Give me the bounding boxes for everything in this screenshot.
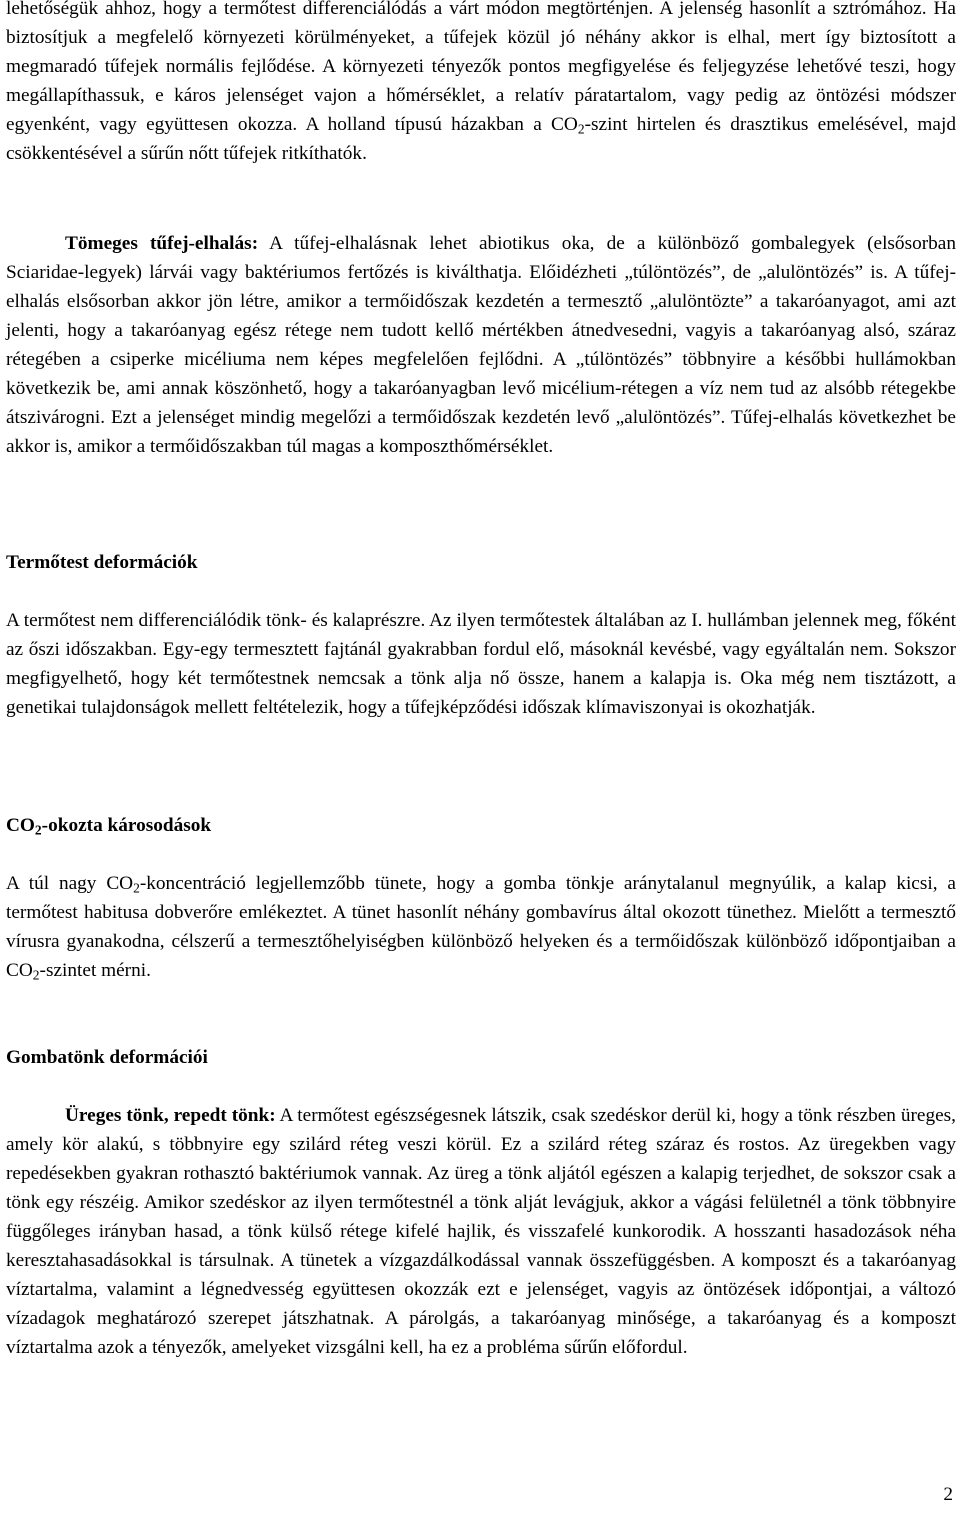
co2-text-c: -szintet mérni. [39,960,151,981]
co2-subscript: 2 [577,121,585,137]
co2-heading-sub: 2 [34,822,42,838]
mass-death-label: Tömeges tűfej-elhalás: [65,233,259,254]
stipe-label: Üreges tönk, repedt tönk: [65,1105,276,1126]
co2-text-b: -koncentráció legjellemzőbb tünete, hogy a gomba tönkje aránytalanul megnyúlik, a kalap kicsi, a termőtest habitusa dobverőre emlékeztet. A tünet hasonlít néhány gombavírus által okozott tünethez. Mielőtt a termesztő vírusra gyanakodna, célszerű a termesztőhelyiségben különböző helyeken és a termőidőszak különböző időpontjaiban a CO [6,873,956,981]
co2-heading-pre: CO [6,815,35,836]
co2-heading-post: -okozta károsodások [41,815,212,836]
stipe-text: A termőtest egészségesnek látszik, csak szedéskor derül ki, hogy a tönk részben üreges, amely kör alakú, s többnyire egy szilárd réteg veszi körül. Ez a szilárd réteg száraz és rostos. Az üregekben vagy repedésekben gyakran rothasztó baktériumok vannak. Az üreg a tönk aljától egészen a kalapig terjedhet, de sokszor csak a tönk egy részéig. Amikor szedéskor az ilyen termőtestnél a tönk alját levágjuk, akkor a vágási felületnél a tönk többnyire függőleges irányban hasad, a tönk külső rétege kifelé hajlik, és visszafelé kunkorodik. A hosszanti hasadozások néha keresztahasadásokkal is társulnak. A tünetek a vízgazdálkodással vannak összefüggésben. A komposzt és a takaróanyag víztartalma, valamint a légnedvesség együttesen okozzák ezt e jelenséget, vagyis az öntözések időpontjai, a változó vízadagok meghatározó szerepet játszhatnak. A párolgás, a takaróanyag minősége, a takaróanyag és a komposzt víztartalma azok a tényezők, amelyeket vizsgálni kell, ha ez a probléma sűrűn előfordul. [6,1105,956,1358]
intro-text-1: lehetőségük ahhoz, hogy a termőtest differenciálódás a várt módon megtörténjen. A jelenség hasonlít a sztrómához. Ha biztosítjuk a megfelelő környezeti körülményeket, a tűfejek közül jó néhány akkor is elhal, mert így biztosított a megmaradó tűfejek normális fejlődése. A környezeti tényezők pontos megfigyelése és feljegyzése lehetővé teszi, hogy megállapíthassuk, e káros jelenséget vajon a hőmérséklet, a relatív páratartalom, vagy pedig az öntözési módszer egyenként, vagy együttesen okozza. A holland típusú házakban a CO [6,0,956,135]
intro-paragraph [6,0,956,168]
co2-sub-2: 2 [32,967,40,983]
co2-text-a: A túl nagy CO [6,873,134,894]
co2-heading [6,811,211,840]
deformation-paragraph: A termőtest nem differenciálódik tönk- és kalaprészre. Az ilyen termőtestek általában az I. hullámban jelennek meg, főként az őszi időszakban. Egy-egy termesztett fajtánál gyakrabban fordul elő, másoknál kevésbé, vagy egyáltalán nem. Sokszor megfigyelhető, hogy két termőtestnek nemcsak a tönk alja nő össze, hanem a kalapja is. Oka még nem tisztázott, a genetikai tulajdonságok mellett feltételezik, hogy a tűfejképződési időszak klímaviszonyai is okozhatják. [6,610,956,718]
intro-text-2: -szint hirtelen és drasztikus emelésével, majd csökkentésével a sűrűn nőtt tűfejek ritkíthatók. [6,114,956,164]
mass-death-paragraph [6,229,956,461]
stipe-heading: Gombatönk deformációi [6,1047,208,1068]
co2-sub-1: 2 [133,880,140,896]
mass-death-text: A tűfej-elhalásnak lehet abiotikus oka, de a különböző gombalegyek (elsősorban Sciaridae-legyek) lárvái vagy baktériumos fertőzés is kiválthatja. Előidézheti „túlöntözés”, de „alulöntözés” is. A tűfej-elhalás elsősorban akkor jön létre, amikor a termőidőszak kezdetén a termesztő „alulöntözte” a takaróanyagot, ami azt jelenti, hogy a takaróanyag egész rétege nem tudott kellő mértékben átnedvesedni, vagyis a takaróanyag alsó, száraz rétegében a csiperke micéliuma nem képes megfelelően fejlődni. A „túlöntözés” többnyire a későbbi hullámokban következik be, ami annak köszönhető, hogy a takaróanyagban levő micélium-rétegen a víz nem tud az alsóbb rétegekbe átszivárogni. Ezt a jelenséget mindig megelőzi a termőidőszak kezdetén levő „alulöntözés”. Tűfej-elhalás következhet be akkor is, amikor a termőidőszakban túl magas a komposzthőmérséklet. [6,233,956,457]
co2-paragraph [6,869,956,985]
page-number: 2 [943,1484,953,1505]
stipe-paragraph [6,1101,956,1362]
deformation-heading: Termőtest deformációk [6,552,198,573]
